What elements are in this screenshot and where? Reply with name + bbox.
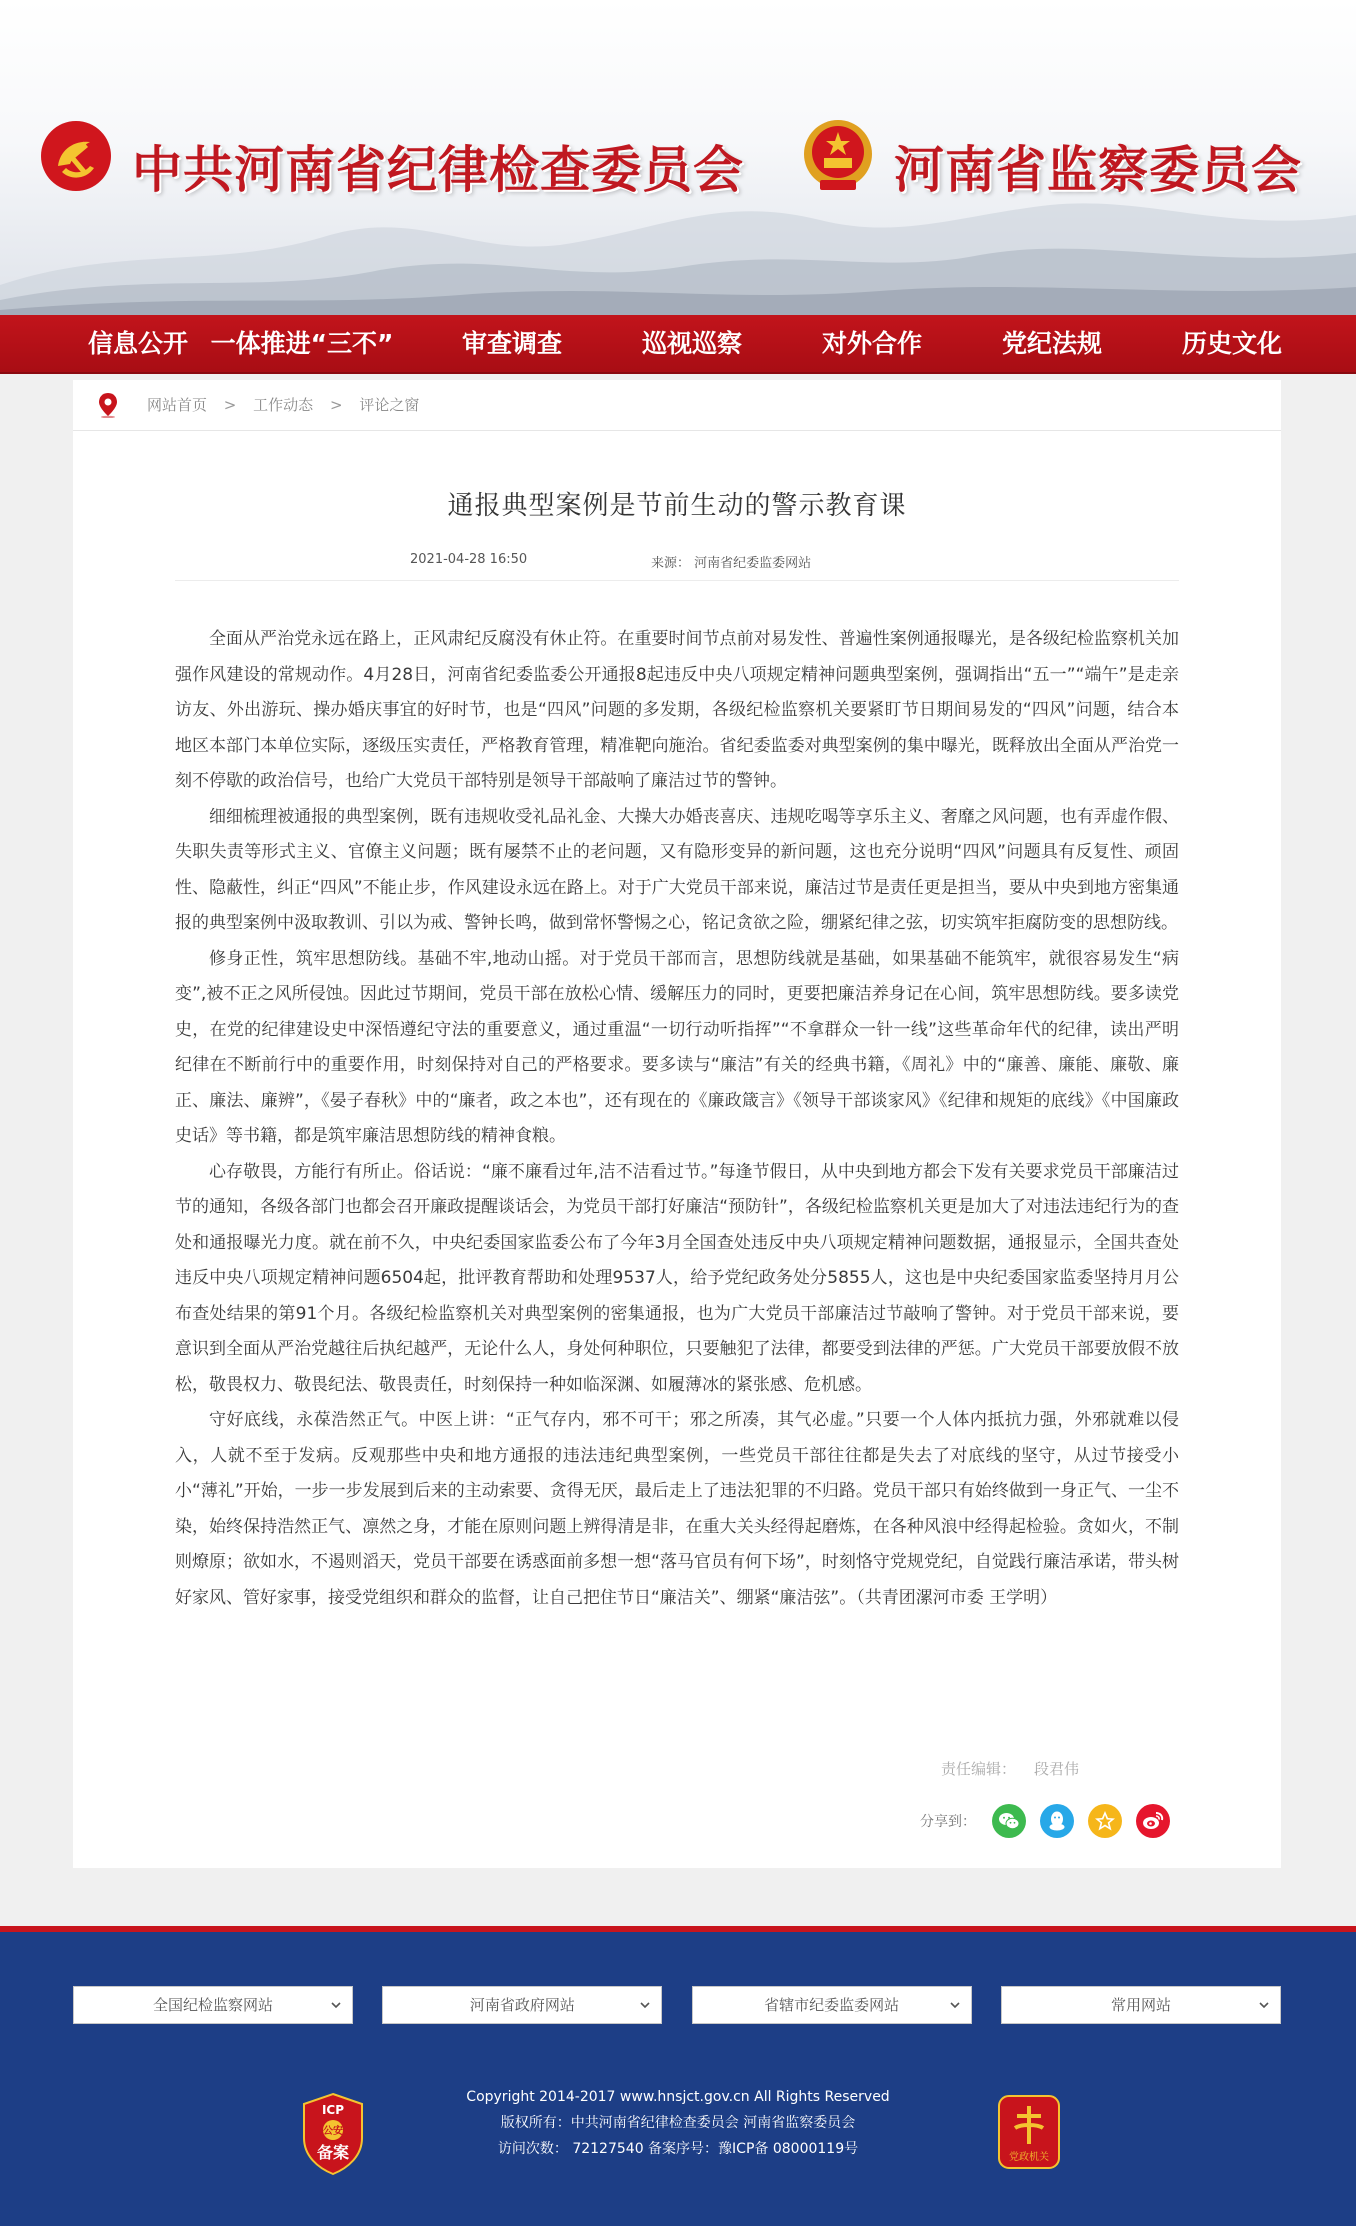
breadcrumb-home-link[interactable]: 网站首页 xyxy=(147,396,208,414)
share-wechat-button[interactable] xyxy=(992,1804,1026,1838)
wechat-icon xyxy=(998,1811,1020,1831)
qq-icon xyxy=(1048,1810,1066,1832)
org-title-discipline: 中共河南省纪律检查委员会 xyxy=(132,140,744,199)
share-qzone-button[interactable] xyxy=(1088,1804,1122,1838)
meta-divider xyxy=(175,580,1179,581)
nav-item-three-no[interactable]: 一体推进“三不” xyxy=(210,329,394,358)
org-title-supervision: 河南省监察委员会 xyxy=(894,140,1302,199)
nav-item-regulations[interactable]: 党纪法规 xyxy=(1001,329,1102,358)
related-sites-selects xyxy=(73,1986,1281,2024)
select-value: 省辖市纪委监委网站 xyxy=(764,1996,900,2014)
breadcrumb-separator: > xyxy=(223,396,237,414)
header-banner xyxy=(0,0,1356,315)
responsible-editor xyxy=(941,1758,1079,1779)
publish-date: 2021-04-28 16:50 xyxy=(410,552,528,567)
nav-item-cooperation[interactable]: 对外合作 xyxy=(821,329,922,358)
location-pin-icon xyxy=(97,392,119,418)
nav-item-investigation[interactable]: 审查调查 xyxy=(461,329,562,358)
select-value: 全国纪检监察网站 xyxy=(152,1996,273,2014)
select-common-sites[interactable] xyxy=(1001,1986,1281,2024)
article-paragraph: 守好底线，永葆浩然正气。中医上讲：“正气存内，邪不可干；邪之所凑，其气必虚。”只要一个人体内抵抗力强，外邪就难以侵入，人就不至于发病。反观那些中央和地方通报的违法违纪典型案例，一些党员干部往往都是失去了对底线的坚守，从过节接受小小“薄礼”开始，一步一步发展到后来的主动索要、贪得无厌，最后走上了违法犯罪的不归路。党员干部只有始终做到一身正气、一尘不染，始终保持浩然正气、凛然之身，才能在原则问题上辨得清是非，在重大关头经得起磨炼，在各种风浪中经得起检验。贪如火，不制则燎原；欲如水，不遏则滔天，党员干部要在诱惑面前多想一想“落马官员有何下场”，时刻恪守党规党纪，自觉践行廉洁承诺，带头树好家风、管好家事，接受党组织和群众的监督，让自己把住节日“廉洁关”、绷紧“廉洁弦”。（共青团漯河市委 王学明） xyxy=(175,1410,1179,1608)
breadcrumb-separator: > xyxy=(329,396,343,414)
icp-badge-mid: 公安 xyxy=(323,2126,343,2137)
copyright-text: Copyright 2014-2017 www.hnsjct.gov.cn All Rights Reserved xyxy=(466,2089,890,2105)
select-national-discipline-sites[interactable] xyxy=(73,1986,353,2024)
party-government-badge-icon[interactable] xyxy=(997,2094,1061,2170)
chevron-down-icon xyxy=(330,1999,342,2011)
site-footer xyxy=(0,1926,1356,2226)
select-value: 常用网站 xyxy=(1110,1996,1171,2014)
nav-item-history[interactable]: 历史文化 xyxy=(1181,329,1282,358)
breadcrumb-commentary-link[interactable]: 评论之窗 xyxy=(359,396,420,414)
footer-info xyxy=(0,2084,1356,2162)
breadcrumb-trail xyxy=(147,380,419,430)
article-paragraph: 细细梳理被通报的典型案例，既有违规收受礼品礼金、大操大办婚丧喜庆、违规吃喝等享乐主义、奢靡之风问题，也有弄虚作假、失职失责等形式主义、官僚主义问题；既有屡禁不止的老问题，又有隐形变异的新问题，这也充分说明“四风”问题具有反复性、顽固性、隐蔽性，纠正“四风”不能止步，作风建设永远在路上。对于广大党员干部来说，廉洁过节是责任更是担当，要从中央到地方密集通报的典型案例中汲取教训、引以为戒、警钟长鸣，做到常怀警惕之心，铭记贪欲之险，绷紧纪律之弦，切实筑牢拒腐防变的思想防线。 xyxy=(175,806,1179,933)
visit-count-text: 访问次数： 72127540 备案序号：豫ICP备 08000119号 xyxy=(497,2141,859,2157)
article-card xyxy=(73,380,1281,1868)
article-body xyxy=(175,622,1179,1616)
share-bar xyxy=(920,1803,1184,1839)
article-paragraph: 全面从严治党永远在路上，正风肃纪反腐没有休止符。在重要时间节点前对易发性、普遍性案例通报曝光，是各级纪检监察机关加强作风建设的常规动作。4月28日，河南省纪委监委公开通报8起违反中央八项规定精神问题典型案例，强调指出“五一”“端午”是走亲访友、外出游玩、操办婚庆事宜的好时节，也是“四风”问题的多发期，各级纪检监察机关要紧盯节日期间易发的“四风”问题，结合本地区本部门本单位实际，逐级压实责任，严格教育管理，精准靶向施治。省纪委监委对典型案例的集中曝光，既释放出全面从严治党一刻不停歇的政治信号，也给广大党员干部特别是领导干部敲响了廉洁过节的警钟。 xyxy=(175,629,1179,791)
qzone-icon xyxy=(1094,1810,1116,1832)
gov-badge-label: 党政机关 xyxy=(1009,2152,1049,2163)
select-value: 河南省政府网站 xyxy=(469,1996,575,2014)
share-qq-button[interactable] xyxy=(1040,1804,1074,1838)
nav-item-info-disclosure[interactable]: 信息公开 xyxy=(87,329,188,358)
select-city-discipline-sites[interactable] xyxy=(692,1986,972,2024)
party-emblem-icon xyxy=(40,120,112,192)
editor-name: 段君伟 xyxy=(1034,1760,1080,1778)
chevron-down-icon xyxy=(639,1999,651,2011)
article-paragraph: 修身正性，筑牢思想防线。基础不牢,地动山摇。对于党员干部而言，思想防线就是基础，如果基础不能筑牢，就很容易发生“病变”,被不正之风所侵蚀。因此过节期间，党员干部在放松心情、缓解压力的同时，更要把廉洁养身记在心间，筑牢思想防线。要多读党史，在党的纪律建设史中深悟遵纪守法的重要意义，通过重温“一切行动听指挥”“不拿群众一针一线”这些革命年代的纪律，读出严明纪律在不断前行中的重要作用，时刻保持对自己的严格要求。要多读与“廉洁”有关的经典书籍，《周礼》中的“廉善、廉能、廉敬、廉正、廉法、廉辨”，《晏子春秋》中的“廉者，政之本也”，还有现在的《廉政箴言》《领导干部谈家风》《纪律和规矩的底线》《中国廉政史话》等书籍，都是筑牢廉洁思想防线的精神食粮。 xyxy=(175,948,1179,1146)
owner-text: 版权所有：中共河南省纪律检查委员会 河南省监察委员会 xyxy=(500,2115,856,2131)
chevron-down-icon xyxy=(949,1999,961,2011)
share-weibo-button[interactable] xyxy=(1136,1804,1170,1838)
weibo-icon xyxy=(1142,1811,1164,1831)
chevron-down-icon xyxy=(1258,1999,1270,2011)
national-emblem-icon xyxy=(802,118,874,194)
article-paragraph: 心存敬畏，方能行有所止。俗话说：“廉不廉看过年,洁不洁看过节。”每逢节假日，从中央到地方都会下发有关要求党员干部廉洁过节的通知，各级各部门也都会召开廉政提醒谈话会，为党员干部打好廉洁“预防针”，各级纪检监察机关更是加大了对违法违纪行为的查处和通报曝光力度。就在前不久，中央纪委国家监委公布了今年3月全国查处违反中央八项规定精神问题数据，通报显示，全国共查处违反中央八项规定精神问题6504起，批评教育帮助和处理9537人，给予党纪政务处分5855人，这也是中央纪委国家监委坚持月月公布查处结果的第91个月。各级纪检监察机关对典型案例的密集通报，也为广大党员干部廉洁过节敲响了警钟。对于党员干部来说，要意识到全面从严治党越往后执纪越严，无论什么人，身处何种职位，只要触犯了法律，都要受到法律的严惩。广大党员干部要放假不放松，敬畏权力、敬畏纪法、敬畏责任，时刻保持一种如临深渊、如履薄冰的紧张感、危机感。 xyxy=(175,1161,1179,1395)
breadcrumb-work-news-link[interactable]: 工作动态 xyxy=(253,396,314,414)
icp-badge-bottom: 备案 xyxy=(316,2143,350,2162)
select-henan-government-sites[interactable] xyxy=(382,1986,662,2024)
breadcrumb xyxy=(73,380,1281,431)
share-label: 分享到： xyxy=(920,1814,976,1830)
nav-item-inspection[interactable]: 巡视巡察 xyxy=(641,329,742,358)
article-source: 来源： 河南省纪委监委网站 xyxy=(651,556,812,571)
icp-badge-top: ICP xyxy=(321,2103,345,2117)
editor-label: 责任编辑： xyxy=(941,1760,1017,1778)
main-nav xyxy=(0,315,1356,374)
article-title: 通报典型案例是节前生动的警示教育课 xyxy=(447,491,907,521)
